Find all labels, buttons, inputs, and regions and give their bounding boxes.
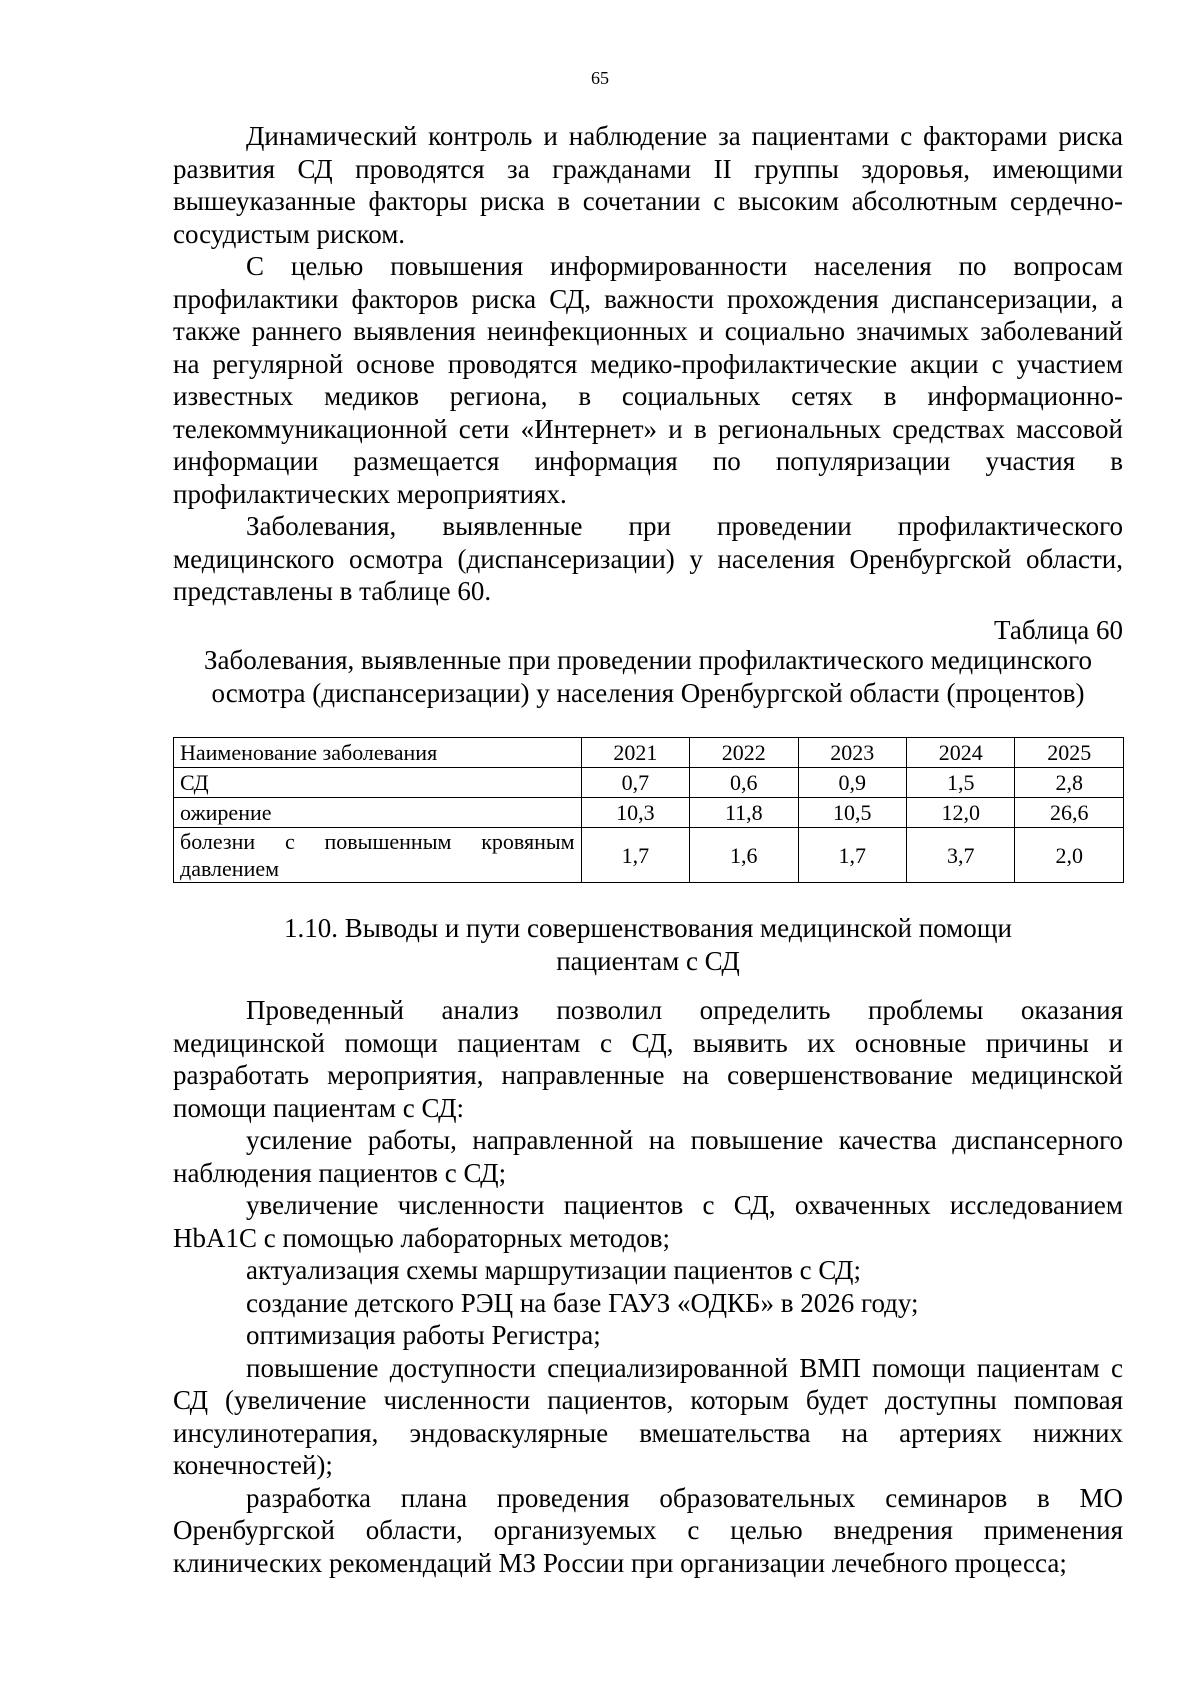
- section-heading: [173, 912, 1123, 977]
- table-cell: 26,6: [1015, 798, 1124, 828]
- table-cell: 0,9: [798, 768, 906, 798]
- list-item: создание детского РЭЦ на базе ГАУЗ «ОДКБ» в 2026 году;: [246, 1287, 919, 1318]
- table-row: [174, 828, 1124, 883]
- list-item: усиление работы, направленной на повышение качества диспансерного наблюдения пациентов с СД;: [173, 1125, 1123, 1188]
- list-item: увеличение численности пациентов с СД, охваченных исследованием HbA1C с помощью лабораторных методов;: [173, 1190, 1123, 1253]
- table-cell: 12,0: [907, 798, 1015, 828]
- list-item: повышение доступности специализированной ВМП помощи пациентам с СД (увеличение численности пациентов, которым будет доступны помповая инсулинотерапия, эндоваскулярные вмешательства на артериях нижних конечностей);: [173, 1352, 1123, 1480]
- table-cell: СД: [174, 768, 582, 798]
- paragraph: Проведенный анализ позволил определить проблемы оказания медицинской помощи пациентам с СД, выявить их основные причины и разработать мероприятия, направленные на совершенствование медицинской помощи пациентам с СД:: [173, 995, 1123, 1123]
- table-cell: ожирение: [174, 798, 582, 828]
- table-cell: 10,3: [581, 798, 689, 828]
- table-cell: 1,7: [581, 828, 689, 883]
- paragraph: Заболевания, выявленные при проведении профилактического медицинского осмотра (диспансеризации) у населения Оренбургской области, представлены в таблице 60.: [173, 511, 1123, 606]
- disease-table: [173, 737, 1124, 883]
- table-caption-line: осмотра (диспансеризации) у населения Оренбургской области (процентов): [211, 677, 1085, 708]
- table-cell: 11,8: [690, 798, 798, 828]
- table-cell: 0,6: [690, 768, 798, 798]
- header-cell: Наименование заболевания: [174, 738, 582, 768]
- table-cell: 1,6: [690, 828, 798, 883]
- table-cell: 10,5: [798, 798, 906, 828]
- intro-text: [173, 120, 1123, 608]
- table-caption: [173, 644, 1123, 709]
- section-heading-line: пациентам с СД: [556, 945, 740, 976]
- header-cell: 2025: [1015, 738, 1124, 768]
- table-cell: 1,7: [798, 828, 906, 883]
- header-cell: 2024: [907, 738, 1015, 768]
- table-cell: 2,8: [1015, 768, 1124, 798]
- table-header-row: [174, 738, 1124, 768]
- table-number: Таблица 60: [994, 615, 1123, 645]
- table-cell: 2,0: [1015, 828, 1124, 883]
- list-item: разработка плана проведения образовательных семинаров в МО Оренбургской области, организуемых с целью внедрения применения клинических рекомендаций МЗ России при организации лечебного процесса;: [173, 1482, 1123, 1578]
- section-heading-line: 1.10. Выводы и пути совершенствования медицинской помощи: [284, 913, 1012, 943]
- table-cell: 0,7: [581, 768, 689, 798]
- table-cell: 3,7: [907, 828, 1015, 883]
- header-cell: 2022: [690, 738, 798, 768]
- paragraph: Динамический контроль и наблюдение за пациентами с факторами риска развития СД проводятся за гражданами II группы здоровья, имеющими вышеуказанные факторы риска в сочетании с высоким абсолютным сердечно-сосудистым риском.: [173, 121, 1123, 249]
- list-item: оптимизация работы Регистра;: [246, 1320, 601, 1350]
- table-caption-line: Заболевания, выявленные при проведении профилактического медицинского: [204, 645, 1092, 675]
- header-cell: 2023: [798, 738, 906, 768]
- header-cell: 2021: [581, 738, 689, 768]
- table-cell: болезни с повышенным кровяным давлением: [174, 828, 582, 883]
- page-number: 65: [591, 68, 609, 88]
- conclusions-text: [173, 994, 1123, 1579]
- table-row: [174, 798, 1124, 828]
- table-row: [174, 768, 1124, 798]
- paragraph: С целью повышения информированности населения по вопросам профилактики факторов риска СД, важности прохождения диспансеризации, а также раннего выявления неинфекционных и социально значимых заболеваний на регулярной основе проводятся медико-профилактические акции с участием известных медиков региона, в социальных сетях в информационно-телекоммуникационной сети «Интернет» и в региональных средствах массовой информации размещается информация по популяризации участия в профилактических мероприятиях.: [173, 251, 1123, 509]
- list-item: актуализация схемы маршрутизации пациентов с СД;: [246, 1255, 861, 1285]
- table-cell: 1,5: [907, 768, 1015, 798]
